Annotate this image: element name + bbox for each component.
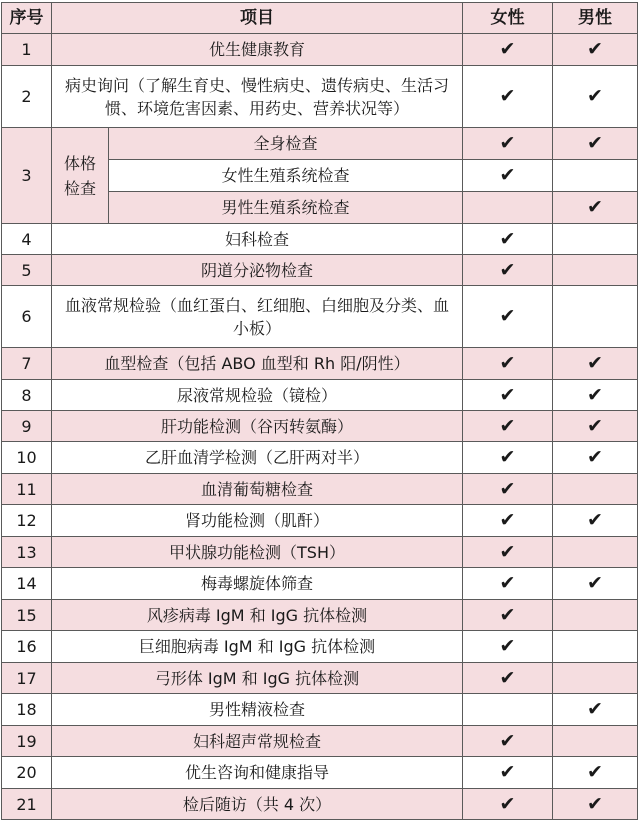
row-item <box>52 789 463 820</box>
female-cell <box>463 663 553 694</box>
row-item-text: 乙肝血清学检测（乙肝两对半） <box>144 448 369 467</box>
check-mark-icon: ✔ <box>587 698 603 720</box>
check-mark-icon: ✔ <box>587 414 603 437</box>
check-mark-icon: ✔ <box>499 305 516 327</box>
table-row <box>2 411 638 442</box>
row-item-text: 肝功能检测（谷丙转氨酶） <box>160 416 353 436</box>
row-item <box>52 224 463 255</box>
female-cell <box>463 537 553 568</box>
row-item <box>52 568 463 600</box>
male-cell <box>553 789 638 820</box>
table-row <box>2 505 638 537</box>
male-cell <box>553 411 638 442</box>
row-item-text: 优生健康教育 <box>208 40 305 59</box>
check-mark-icon: ✔ <box>587 572 603 594</box>
row-item: 男性生殖系统检查 <box>109 192 463 224</box>
check-mark-icon: ✔ <box>499 164 516 186</box>
row-item <box>52 34 463 66</box>
male-cell <box>553 348 638 380</box>
row-seq: 13 <box>2 537 52 568</box>
table-row <box>2 34 638 66</box>
check-mark-icon: ✔ <box>499 477 516 500</box>
table-row <box>2 663 638 694</box>
check-mark-icon: ✔ <box>587 446 603 468</box>
row-item <box>52 694 463 726</box>
row-item-text: 检后随访（共 4 次） <box>182 794 332 814</box>
row-seq: 16 <box>2 631 52 663</box>
male-cell <box>553 34 638 66</box>
table-row <box>2 286 638 348</box>
male-cell <box>553 694 638 726</box>
male-cell <box>553 160 638 192</box>
row-seq: 4 <box>2 224 52 255</box>
male-cell <box>553 474 638 505</box>
check-mark-icon: ✔ <box>499 352 516 374</box>
table-row <box>2 474 638 505</box>
row-seq: 17 <box>2 663 52 694</box>
table-row <box>2 568 638 600</box>
table-body <box>2 34 638 820</box>
table-row <box>2 600 638 631</box>
table-row <box>2 255 638 286</box>
row-seq: 12 <box>2 505 52 537</box>
row-seq: 3 <box>2 128 52 224</box>
male-cell <box>553 505 638 537</box>
table-row <box>2 348 638 380</box>
male-cell <box>553 286 638 348</box>
row-item-text: 风疹病毒 IgM 和 IgG 抗体检测 <box>146 605 368 625</box>
female-cell <box>463 255 553 286</box>
female-cell <box>463 348 553 380</box>
row-seq: 14 <box>2 568 52 600</box>
female-cell <box>463 160 553 192</box>
male-cell <box>553 442 638 474</box>
female-cell <box>463 789 553 820</box>
check-mark-icon: ✔ <box>587 132 603 154</box>
male-cell <box>553 66 638 128</box>
row-item <box>52 600 463 631</box>
row-item-text: 血型检查（包括 ABO 血型和 Rh 阳/阴性） <box>104 354 410 373</box>
row-item-text: 血清葡萄糖检查 <box>200 479 313 499</box>
header-male: 男性 <box>553 3 638 34</box>
female-cell <box>463 757 553 789</box>
table-row <box>2 380 638 411</box>
check-mark-icon: ✔ <box>499 572 516 594</box>
row-item-text: 优生咨询和健康指导 <box>184 763 329 782</box>
female-cell <box>463 694 553 726</box>
row-seq: 7 <box>2 348 52 380</box>
row-seq: 19 <box>2 726 52 757</box>
row-item <box>52 348 463 380</box>
check-mark-icon: ✔ <box>499 132 516 154</box>
male-cell <box>553 600 638 631</box>
row-item-text: 阴道分泌物检查 <box>200 260 313 280</box>
female-cell <box>463 505 553 537</box>
check-mark-icon: ✔ <box>587 85 603 107</box>
check-mark-icon: ✔ <box>499 603 516 626</box>
check-mark-icon: ✔ <box>499 227 516 250</box>
check-mark-icon: ✔ <box>499 761 516 783</box>
check-mark-icon: ✔ <box>499 635 516 657</box>
row-item-text: 男性精液检查 <box>208 700 305 719</box>
female-cell <box>463 411 553 442</box>
female-cell <box>463 224 553 255</box>
header-item: 项目 <box>52 3 463 34</box>
check-mark-icon: ✔ <box>499 258 516 281</box>
row-item <box>52 66 463 128</box>
row-seq: 1 <box>2 34 52 66</box>
check-mark-icon: ✔ <box>587 196 603 218</box>
row-seq: 2 <box>2 66 52 128</box>
row-item-text: 妇科超声常规检查 <box>192 731 321 751</box>
male-cell <box>553 631 638 663</box>
row-item <box>52 663 463 694</box>
row-seq: 20 <box>2 757 52 789</box>
row-item <box>52 726 463 757</box>
table-row <box>2 442 638 474</box>
table-row <box>2 66 638 128</box>
row-seq: 10 <box>2 442 52 474</box>
table-row <box>2 537 638 568</box>
check-mark-icon: ✔ <box>499 383 516 406</box>
row-item <box>52 255 463 286</box>
table-row <box>2 694 638 726</box>
row-item-text: 甲状腺功能检测（TSH） <box>169 542 345 562</box>
row-group-label <box>52 128 109 224</box>
male-cell <box>553 128 638 160</box>
male-cell <box>553 568 638 600</box>
male-cell <box>553 726 638 757</box>
row-item: 女性生殖系统检查 <box>109 160 463 192</box>
row-item: 全身检查 <box>109 128 463 160</box>
header-female: 女性 <box>463 3 553 34</box>
table-row <box>2 757 638 789</box>
check-mark-icon: ✔ <box>587 792 603 815</box>
female-cell <box>463 474 553 505</box>
male-cell <box>553 255 638 286</box>
male-cell <box>553 192 638 224</box>
row-item <box>52 757 463 789</box>
check-mark-icon: ✔ <box>499 414 516 437</box>
row-item <box>52 411 463 442</box>
check-mark-icon: ✔ <box>587 38 603 60</box>
female-cell <box>463 286 553 348</box>
check-mark-icon: ✔ <box>587 383 603 406</box>
male-cell <box>553 537 638 568</box>
check-mark-icon: ✔ <box>499 666 516 689</box>
row-item-text: 尿液常规检验（镜检） <box>176 385 337 405</box>
row-seq: 21 <box>2 789 52 820</box>
header-seq: 序号 <box>2 3 52 34</box>
row-seq: 11 <box>2 474 52 505</box>
check-mark-icon: ✔ <box>587 509 603 531</box>
check-mark-icon: ✔ <box>499 792 516 815</box>
check-mark-icon: ✔ <box>499 509 516 531</box>
prenatal-exam-table <box>1 2 638 820</box>
row-item <box>52 474 463 505</box>
row-item <box>52 537 463 568</box>
row-item-text: 肾功能检测（肌酐） <box>184 511 329 530</box>
male-cell <box>553 663 638 694</box>
female-cell <box>463 600 553 631</box>
row-item <box>52 505 463 537</box>
table-row <box>2 128 638 160</box>
check-mark-icon: ✔ <box>499 85 516 107</box>
row-seq: 5 <box>2 255 52 286</box>
row-item <box>52 442 463 474</box>
male-cell <box>553 224 638 255</box>
row-seq: 9 <box>2 411 52 442</box>
table-row <box>2 224 638 255</box>
row-item-text: 巨细胞病毒 IgM 和 IgG 抗体检测 <box>138 637 376 656</box>
female-cell <box>463 192 553 224</box>
row-seq: 8 <box>2 380 52 411</box>
row-item <box>52 286 463 348</box>
female-cell <box>463 34 553 66</box>
check-mark-icon: ✔ <box>587 352 603 374</box>
group-label-text: 体格 检查 <box>63 153 96 198</box>
check-mark-icon: ✔ <box>499 446 516 468</box>
female-cell <box>463 128 553 160</box>
row-item-text: 血液常规检验（血红蛋白、红细胞、白细胞及分类、血小板） <box>64 295 449 338</box>
check-mark-icon: ✔ <box>499 38 516 60</box>
male-cell <box>553 757 638 789</box>
row-item-text: 弓形体 IgM 和 IgG 抗体检测 <box>154 668 360 688</box>
table-row <box>2 631 638 663</box>
check-mark-icon: ✔ <box>499 729 516 752</box>
row-seq: 15 <box>2 600 52 631</box>
row-item-text: 梅毒螺旋体筛查 <box>200 574 313 593</box>
female-cell <box>463 380 553 411</box>
row-seq: 18 <box>2 694 52 726</box>
row-item-text: 妇科检查 <box>224 229 289 249</box>
female-cell <box>463 726 553 757</box>
row-item <box>52 380 463 411</box>
female-cell <box>463 631 553 663</box>
female-cell <box>463 66 553 128</box>
row-seq: 6 <box>2 286 52 348</box>
row-item-text: 病史询问（了解生育史、慢性病史、遗传病史、生活习惯、环境危害因素、用药史、营养状况等） <box>64 75 449 118</box>
table-row <box>2 789 638 820</box>
check-mark-icon: ✔ <box>587 761 603 783</box>
row-item <box>52 631 463 663</box>
female-cell <box>463 442 553 474</box>
male-cell <box>553 380 638 411</box>
table-header-row <box>2 3 638 34</box>
female-cell <box>463 568 553 600</box>
table-row <box>2 726 638 757</box>
check-mark-icon: ✔ <box>499 540 516 563</box>
